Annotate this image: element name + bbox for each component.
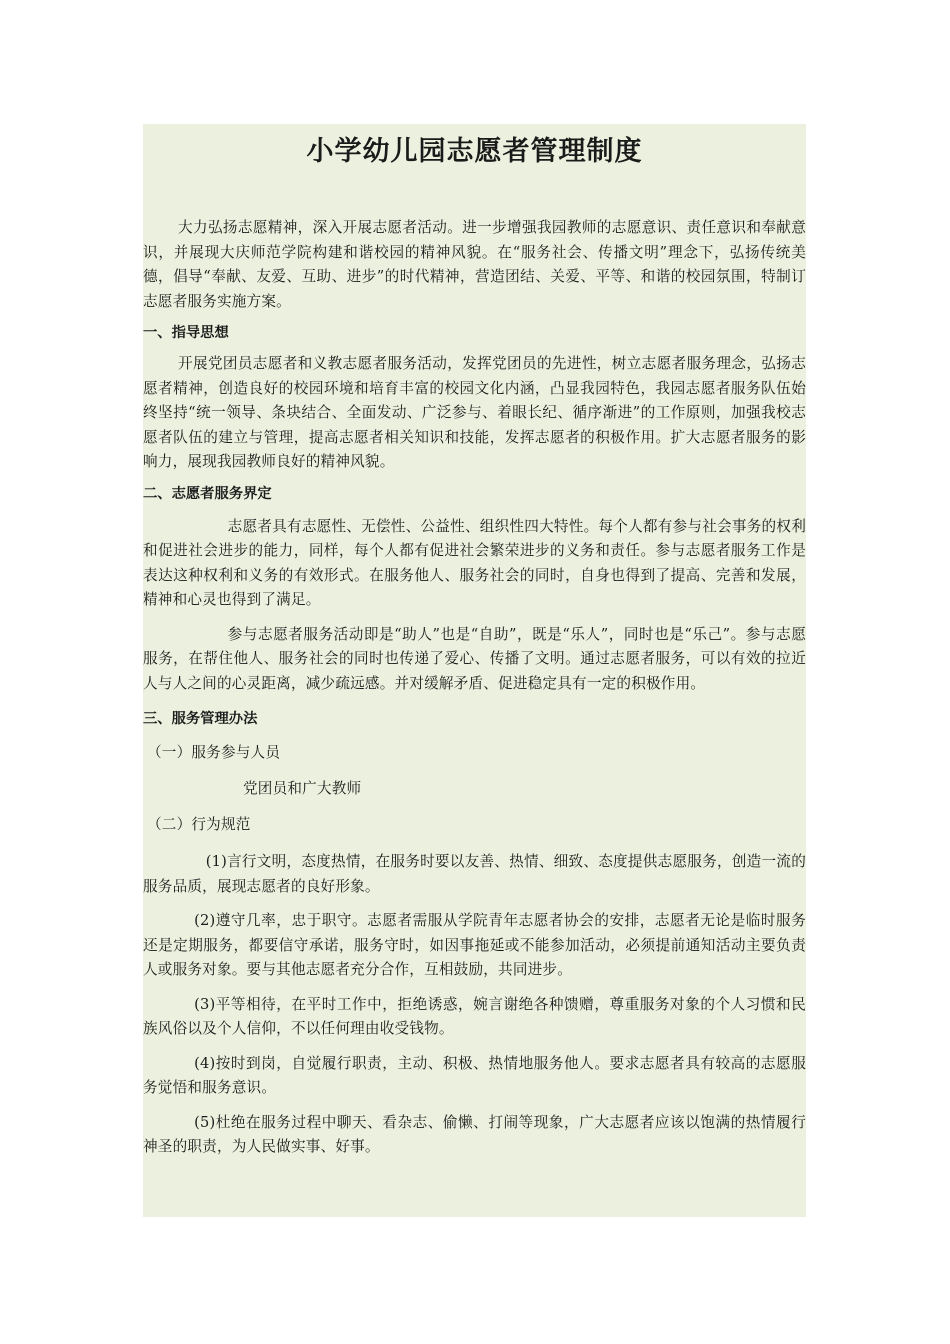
section-1-paragraph: 开展党团员志愿者和义教志愿者服务活动，发挥党团员的先进性，树立志愿者服务理念，弘扬志愿者精神，创造良好的校园环境和培育丰富的校园文化内涵，凸显我园特色，我园志愿者服务队伍始终坚持“统一领导、条块结合、全面发动、广泛参与、着眼长纪、循序渐进”的工作原则，加强我校志愿者队伍的建立与管理，提高志愿者相关知识和技能，发挥志愿者的积极作用。扩大志愿者服务的影响力，展现我园教师良好的精神风貌。: [143, 355, 806, 470]
intro-paragraph: 大力弘扬志愿精神，深入开展志愿者活动。进一步增强我园教师的志愿意识、责任意识和奉献意识，并展现大庆师范学院构建和谐校园的精神风貌。在“服务社会、传播文明”理念下，弘扬传统美德，倡导“奉献、友爱、互助、进步”的时代精神，营造团结、关爱、平等、和谐的校园氛围，特制订志愿者服务实施方案。: [143, 219, 806, 310]
section-1-heading: 一、指导思想: [143, 325, 229, 341]
document-body: [143, 216, 806, 1160]
section-2-paragraph-1: 志愿者具有志愿性、无偿性、公益性、组织性四大特性。每个人都有参与社会事务的权利和促进社会进步的能力，同样，每个人都有促进社会繁荣进步的义务和责任。参与志愿者服务工作是表达这种权利和义务的有效形式。在服务他人、服务社会的同时，自身也得到了提高、完善和发展，精神和心灵也得到了满足。: [143, 517, 806, 608]
rule-item: (1)言行文明，态度热情，在服务时要以友善、热情、细致、态度提供志愿服务，创造一流的服务品质，展现志愿者的良好形象。: [143, 853, 806, 895]
section-3-heading: 三、服务管理办法: [143, 711, 258, 727]
rule-item: (4)按时到岗，自觉履行职责，主动、积极、热情地服务他人。要求志愿者具有较高的志愿服务觉悟和服务意识。: [143, 1054, 806, 1096]
rule-item: (3)平等相待，在平时工作中，拒绝诱惑，婉言谢绝各种馈赠，尊重服务对象的个人习惯和民族风俗以及个人信仰，不以任何理由收受钱物。: [143, 995, 806, 1037]
document-title: 小学幼儿园志愿者管理制度: [306, 136, 643, 167]
rule-item: (5)杜绝在服务过程中聊天、看杂志、偷懒、打闹等现象，广大志愿者应该以饱满的热情履行神圣的职责，为人民做实事、好事。: [143, 1113, 806, 1155]
section-2-paragraph-2: 参与志愿者服务活动即是“助人”也是“自助”，既是“乐人”，同时也是“乐己”。参与志愿服务，在帮住他人、服务社会的同时也传递了爱心、传播了文明。通过志愿者服务，可以有效的拉近人与人之间的心灵距离，减少疏远感。并对缓解矛盾、促进稳定具有一定的积极作用。: [143, 625, 806, 692]
document-page: [143, 124, 806, 1217]
subsection-1-body: 党团员和广大教师: [243, 780, 362, 797]
section-2-heading: 二、志愿者服务界定: [143, 485, 272, 502]
rule-item: (2)遵守几率，忠于职守。志愿者需服从学院青年志愿者协会的安排，志愿者无论是临时服务还是定期服务，都要信守承诺，服务守时，如因事拖延或不能参加活动，必须提前通知活动主要负责人或服务对象。要与其他志愿者充分合作，互相鼓励，共同进步。: [143, 912, 806, 978]
subsection-2-heading: （二）行为规范: [147, 816, 251, 833]
subsection-1-heading: （一）服务参与人员: [147, 744, 281, 761]
